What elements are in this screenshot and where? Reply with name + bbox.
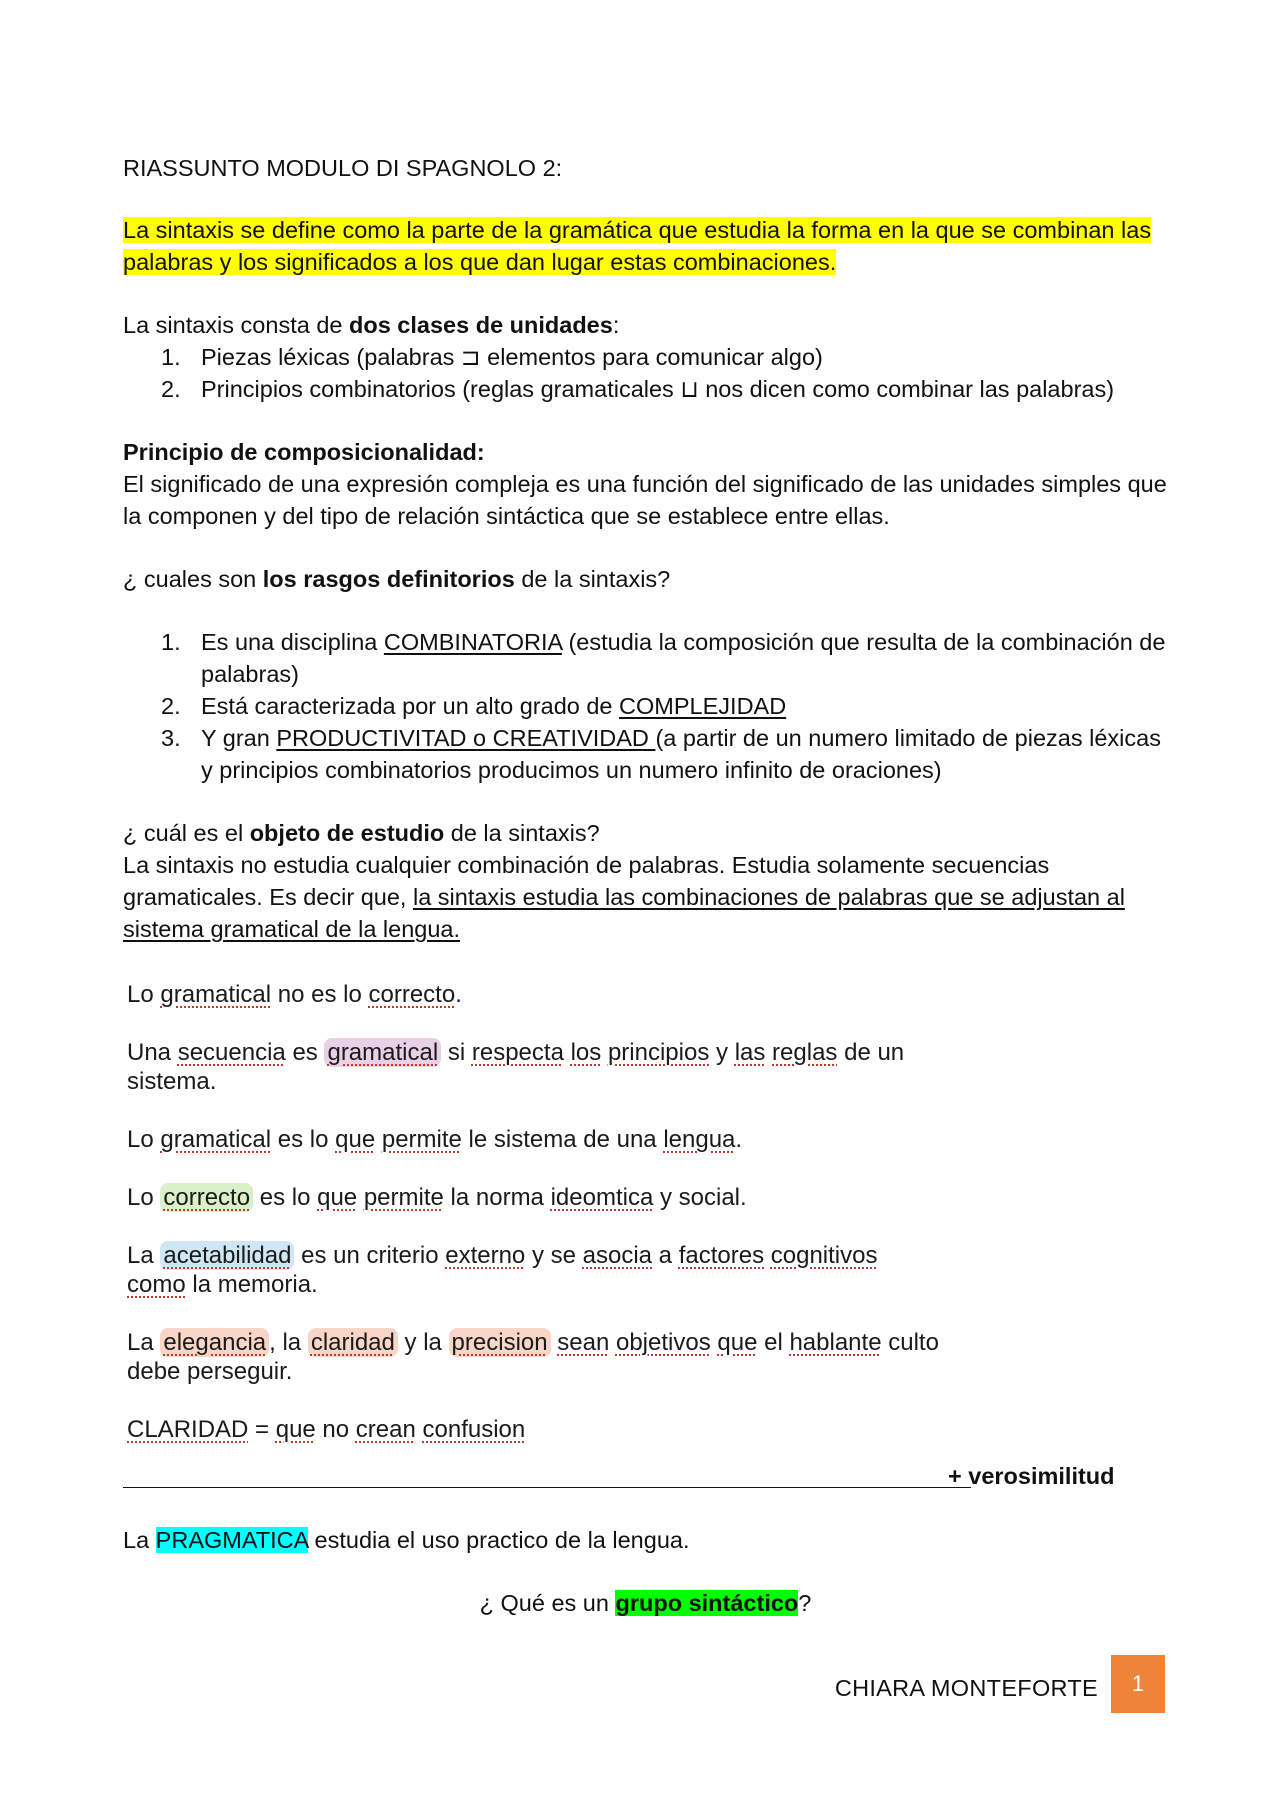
grupo-highlight: grupo sintáctico — [615, 1590, 799, 1616]
rasgos-list-section — [123, 626, 1173, 786]
list-item: 2. Principios combinatorios (reglas gramaticales ⊔ nos dicen como combinar las palabras) — [161, 376, 1115, 402]
note-line: Lo gramatical no es lo correcto. — [127, 981, 462, 1008]
list-item: 3. Y gran PRODUCTIVITAD o CREATIVIDAD (a partir de un numero limitado de piezas léxicas y principios combinatorios producimos un numero infinito de oraciones) — [161, 725, 1161, 783]
note-line: Lo gramatical es lo que permite le sistema de una lengua. — [127, 1126, 743, 1153]
grupo-question: ¿ Qué es un grupo sintáctico? — [479, 1590, 812, 1616]
objeto-question: ¿ cuál es el objeto de estudio de la sintaxis? — [123, 820, 600, 846]
principle-body: El significado de una expresión compleja es una función del significado de las unidades simples que la componen y del tipo de relación sintáctica que se establece entre ellas. — [123, 471, 1167, 529]
principle-section — [123, 436, 1173, 532]
note-line: CLARIDAD = que no crean confusion — [127, 1416, 526, 1443]
page-number-badge: 1 — [1111, 1655, 1165, 1713]
note-line: La elegancia , la claridad y la precision sean objetivos que el hablante culto debe perseguir. — [127, 1329, 939, 1385]
document-title: RIASSUNTO MODULO DI SPAGNOLO 2: — [123, 155, 563, 181]
pragmatica-line: La PRAGMATICA estudia el uso practico de la lengua. — [123, 1527, 690, 1553]
list-item: 2. Está caracterizada por un alto grado de COMPLEJIDAD — [161, 693, 787, 719]
objeto-body: La sintaxis no estudia cualquier combinación de palabras. Estudia solamente secuencias gramaticales. Es decir que, la sintaxis estudia las combinaciones de palabras que se adjustan al sistema gramatical de la lengua. — [123, 852, 1125, 942]
note-line: Una secuencia es gramatical si respecta los principios y las reglas de un sistema. — [127, 1039, 905, 1095]
rasgos-question: ¿ cuales son los rasgos definitorios de la sintaxis? — [123, 566, 671, 592]
note-line: La acetabilidad es un criterio externo y se asocia a factores cognitivos como la memoria. — [127, 1242, 878, 1298]
verosimilitud-note: + verosimilitud — [948, 1463, 1115, 1489]
list-item: 1. Piezas léxicas (palabras ⊐ elementos para comunicar algo) — [161, 344, 823, 370]
horizontal-rule — [123, 1487, 971, 1488]
note-line: Lo correcto es lo que permite la norma ideomtica y social. — [127, 1184, 747, 1211]
rasgos-list — [123, 626, 1173, 786]
definition-highlight: La sintaxis se define como la parte de la gramática que estudia la forma en la que se combinan las palabras y los significados a los que dan lugar estas combinaciones. — [123, 217, 1152, 275]
units-intro: La sintaxis consta de dos clases de unidades: — [123, 312, 620, 338]
definition-paragraph — [123, 214, 1173, 278]
principle-heading: Principio de composicionalidad: — [123, 439, 485, 465]
pragmatica-highlight: PRAGMATICA — [155, 1527, 309, 1553]
units-section — [123, 309, 1173, 405]
units-list — [123, 341, 1173, 405]
objeto-section — [123, 817, 1173, 945]
footer-author: CHIARA MONTEFORTE — [834, 1675, 1098, 1701]
list-item: 1. Es una disciplina COMBINATORIA (estudia la composición que resulta de la combinación de palabras) — [161, 629, 1166, 687]
